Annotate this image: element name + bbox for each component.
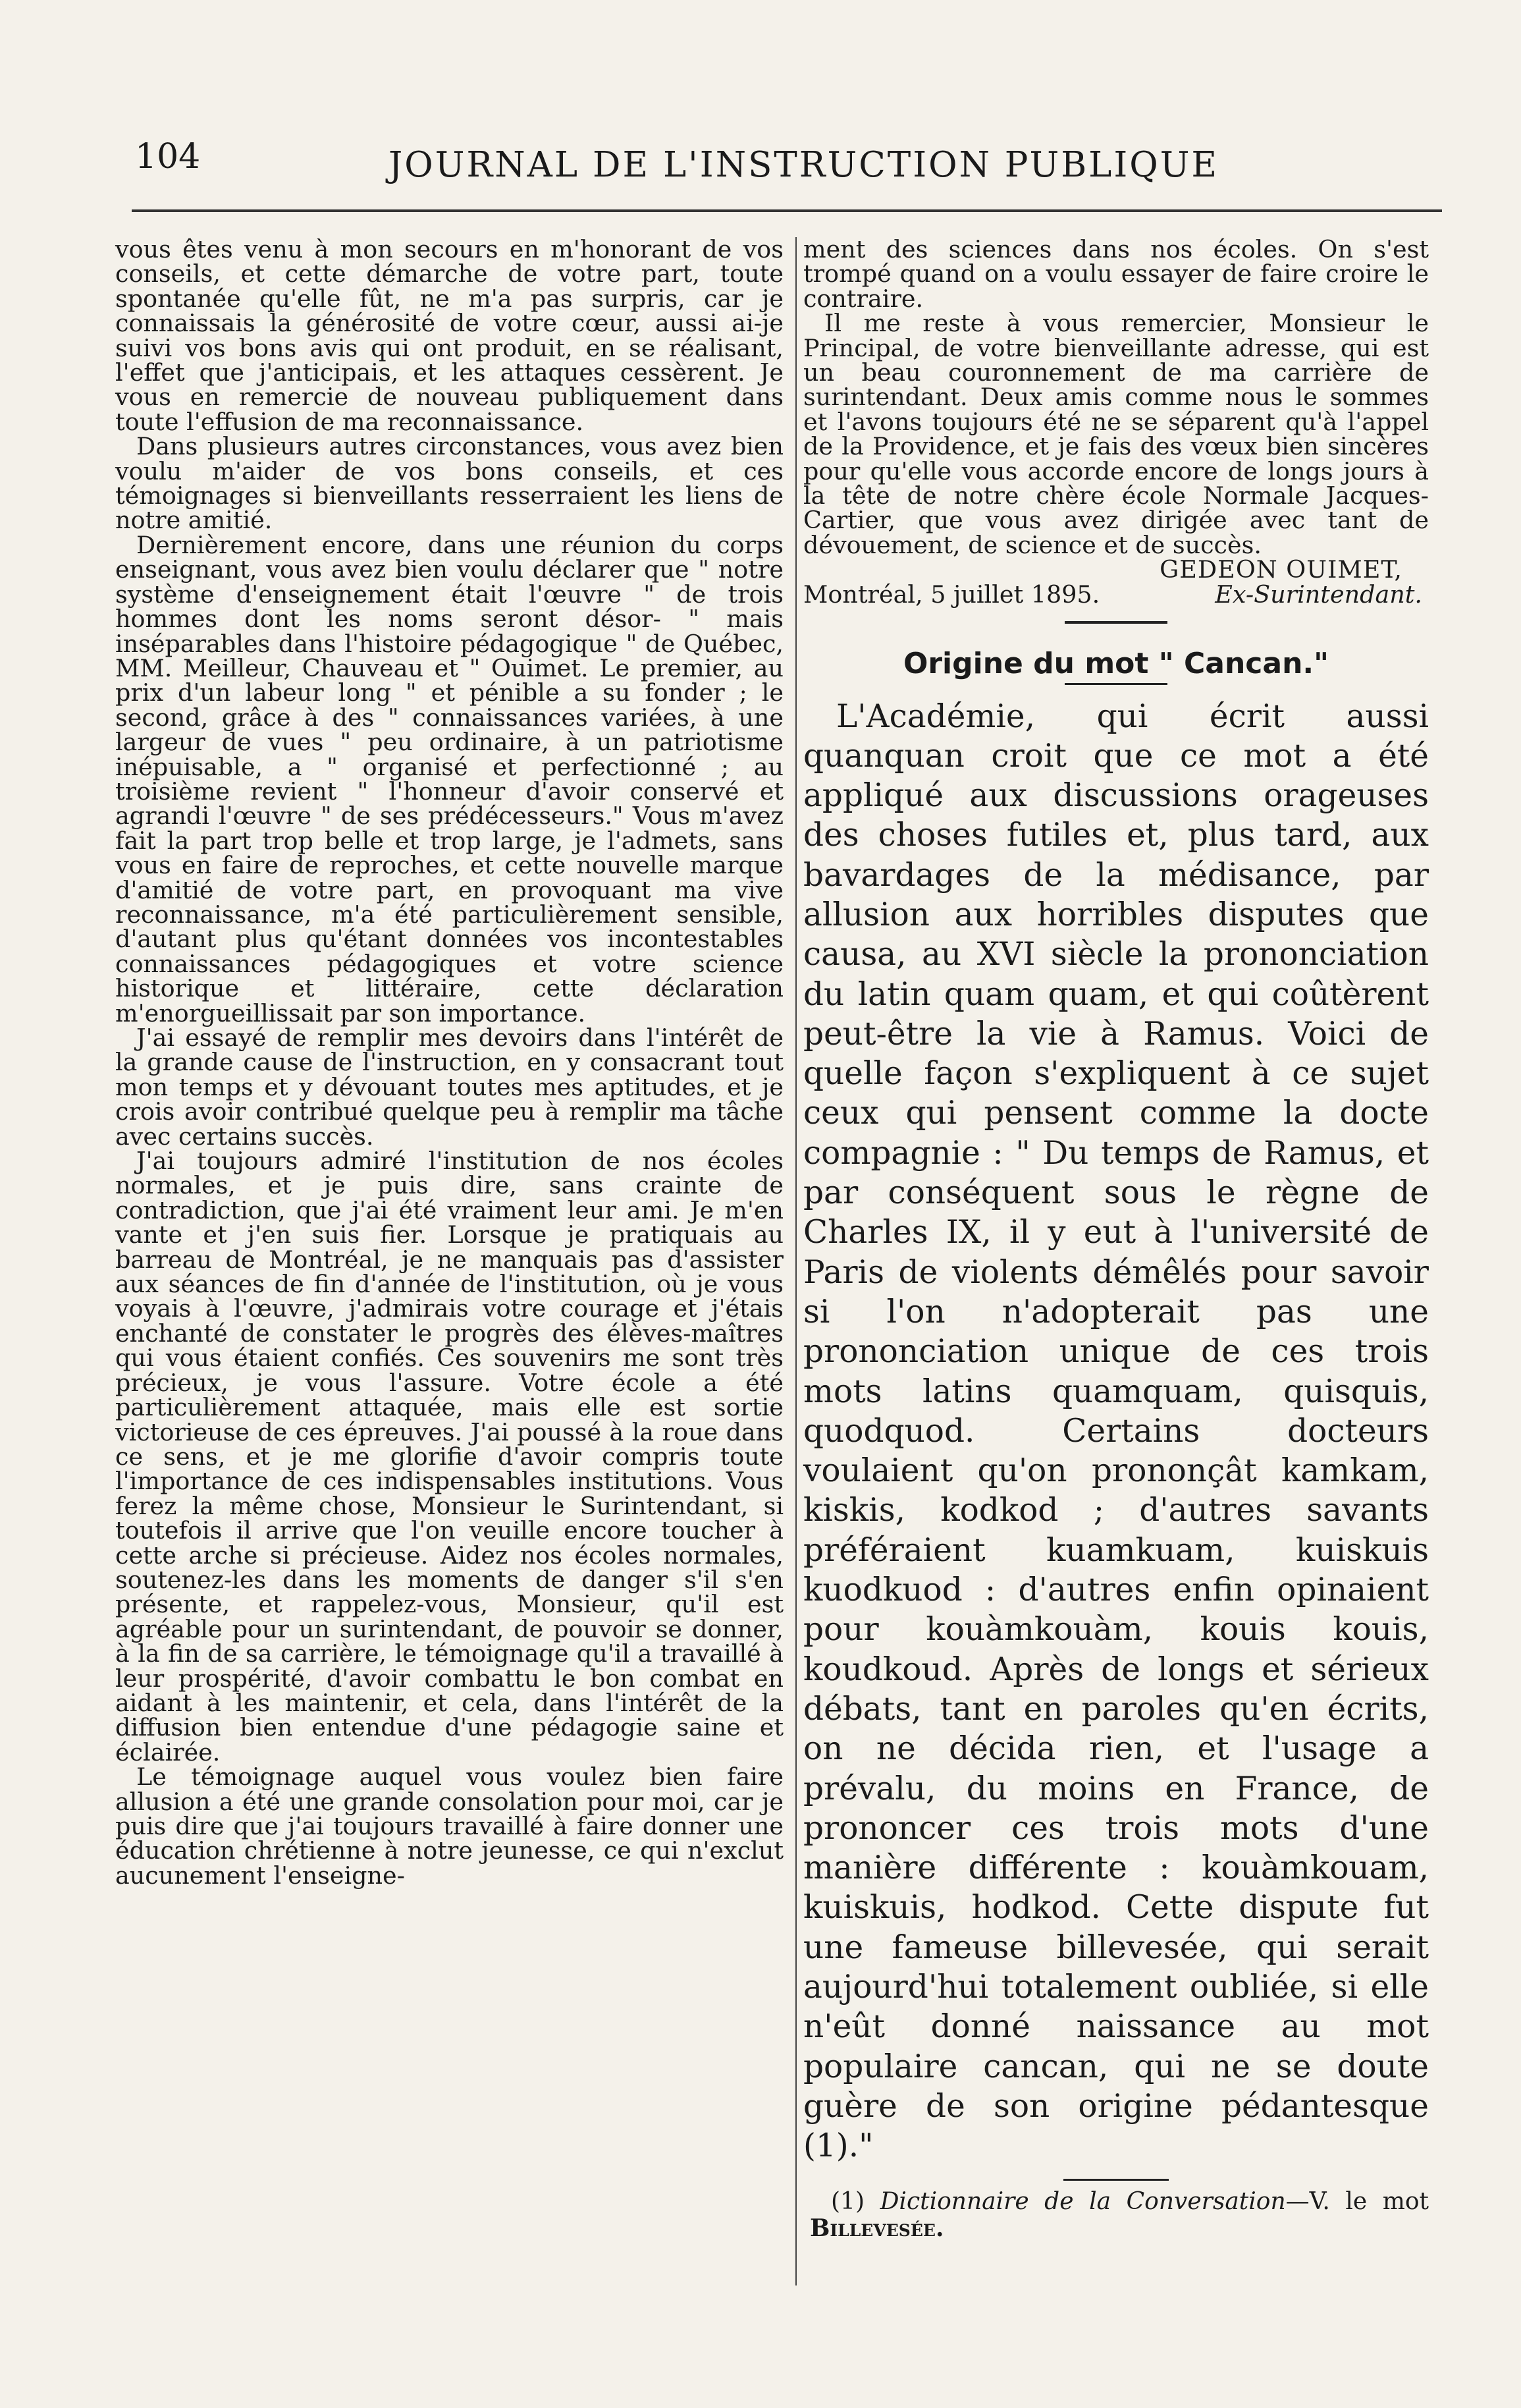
footnote-word: Billevesée. (810, 2214, 944, 2243)
footnote-source: Dictionnaire de la Conversation (880, 2188, 1286, 2216)
article-body (803, 697, 1429, 2166)
left-column (115, 237, 784, 1888)
paragraph: J'ai toujours admiré l'institution de nos écoles normales, et je puis dire, sans crainte de contradiction, que j'ai été vraiment leur ami. Je m'en vante et j'en suis fier. Lorsque je pratiquais au barreau de Montréal, je ne manquais pas d'assister aux séances de fin d'année de l'institution, où je vous voyais à l'œuvre, j'admirais votre courage et j'étais enchanté de constater le progrès des élèves-maîtres qui vous étaient confiés. Ces souvenirs me sont très précieux, je vous l'assure. Votre école a été particulièrement attaquée, mais elle est sortie victorieuse de ces épreuves. J'ai poussé à la roue dans ce sens, et je me glorifie d'avoir compris toute l'importance de ces indispensables institutions. Vous ferez la même chose, Monsieur le Surintendant, si toutefois il arrive que l'on veuille encore toucher à cette arche si précieuse. Aidez nos écoles normales, soutenez-les dans les moments de danger s'il s'en présente, et rappelez-vous, Monsieur, qu'il est agréable pour un surintendant, de pouvoir se donner, à la fin de sa carrière, le témoignage qu'il a travaillé à leur prospérité, d'avoir combattu le bon combat en aidant à les maintenir, et cela, dans l'intérêt de la diffusion bien entendue d'une pédagogie saine et éclairée. (115, 1147, 784, 1766)
page-header (132, 132, 1442, 204)
article-title: Origine du mot " Cancan." (903, 647, 1329, 681)
page-number: 104 (135, 137, 201, 177)
article-paragraph: L'Académie, qui écrit aussi quanquan croit que ce mot a été appliqué aux discussions orageuses des choses futiles et, plus tard, aux bavardages de la médisance, par allusion aux horribles disputes que causa, au XVI siècle la prononciation du latin quam quam, et qui coûtèrent peut-être la vie à Ramus. Voici de quelle façon s'expliquent à ce sujet ceux qui pensent comme la docte compagnie : " Du temps de Ramus, et par conséquent sous le règne de Charles IX, il y eut à l'université de Paris de violents démêlés pour savoir si l'on n'adopterait pas une prononciation unique de ces trois mots latins quamquam, quisquis, quodquod. Certains docteurs voulaient qu'on prononçât kamkam, kiskis, kodkod ; d'autres savants préféraient kuamkuam, kuiskuis kuodkuod : d'autres enfin opinaient pour kouàmkouàm, kouis kouis, koudkoud. Après de longs et sérieux débats, tant en paroles qu'en écrits, on ne décida rien, et l'usage a prévalu, du moins en France, de prononcer ces trois mots d'une manière différente : kouàmkouam, kuiskuis, hodkod. Cette dispute fut une fameuse billevesée, qui serait aujourd'hui totalement oubliée, si elle n'eût donné naissance au mot populaire cancan, qui ne se doute guère de son origine pédantesque (1)." (803, 698, 1429, 2165)
footnote-prefix: (1) (831, 2188, 880, 2216)
paragraph: Dernièrement encore, dans une réunion du corps enseignant, vous avez bien voulu déclarer que " notre système d'enseignement était l'œuvre " de trois hommes dont les noms seront désor- " mais inséparables dans l'histoire pédagogique " de Québec, MM. Meilleur, Chauveau et " Ouimet. Le premier, au prix d'un labeur long " et pénible a su fonder ; le second, grâce à des " connaissances variées, à une largeur de vues " peu ordinaire, à un patriotisme inépuisable, a " organisé et perfectionné ; au troisième revient " l'honneur d'avoir conservé et agrandi l'œuvre " de ses prédécesseurs." Vous m'avez fait la part trop belle et trop large, je l'admets, sans vous en faire de reproches, et cette nouvelle marque d'amitié de votre part, en provoquant ma vive reconnaissance, m'a été particulièrement sensible, d'autant plus qu'étant données vos incontestables connaissances pédagogiques et votre science historique et littéraire, cette déclaration m'enorgueillissait par son importance. (115, 530, 784, 1027)
footnote-mid: —V. le mot (1285, 2188, 1429, 2216)
journal-title: JOURNAL DE L'INSTRUCTION PUBLIQUE (388, 145, 1219, 185)
signature: GEDEON OUIMET, (1160, 555, 1402, 584)
dateline (803, 582, 1429, 607)
paragraph: J'ai essayé de remplir mes devoirs dans l'intérêt de la grande cause de l'instruction, en y consacrant tout mon temps et y dévouant toutes mes aptitudes, et je crois avoir contribué quelque peu à remplir ma tâche avec certains succès. (115, 1024, 784, 1151)
paragraph: Il me reste à vous remercier, Monsieur le Principal, de votre bienveillante adresse, qui est un beau couronnement de ma carrière de surintendant. Deux amis comme nous le sommes et l'avons toujours été ne se séparent qu'à l'appel de la Providence, et je fais des vœux bien sincères pour qu'elle vous accorde encore de longs jours à la tête de notre chère école Normale Jacques-Cartier, que vous avez dirigée avec tant de dévouement, de science et de succès. (803, 309, 1429, 559)
title-rule (1065, 683, 1167, 685)
paragraph: Dans plusieurs autres circonstances, vous avez bien voulu m'aider de vos bons conseils, et ces témoignages si bienveillants resserraient les liens de notre amitié. (115, 432, 784, 535)
section-separator (1065, 621, 1167, 624)
signature-title: Ex-Surintendant. (1215, 580, 1422, 609)
right-column (803, 237, 1429, 2242)
dateline-place-date: Montréal, 5 juillet 1895. (803, 580, 1100, 609)
paragraph: Le témoignage auquel vous voulez bien faire allusion a été une grande consolation pour moi, car je puis dire que j'ai toujours travaillé à faire donner une éducation chrétienne à notre jeunesse, ce qui n'exclut aucunement l'enseigne- (115, 1763, 784, 1890)
footnote (803, 2189, 1429, 2242)
header-rule (132, 209, 1442, 212)
column-divider (795, 237, 797, 2285)
paragraph: vous êtes venu à mon secours en m'honorant de vos conseils, et cette démarche de votre part, toute spontanée qu'elle fût, ne m'a pas surpris, car je connaissais la générosité de votre cœur, aussi ai-je suivi vos bons avis qui ont produit, en se réalisant, l'effet que j'anticipais, et les attaques cessèrent. Je vous en remercie de nouveau publiquement dans toute l'effusion de ma reconnaissance. (115, 235, 784, 436)
paragraph: ment des sciences dans nos écoles. On s'est trompé quand on a voulu essayer de faire croire le contraire. (803, 235, 1429, 313)
footnote-rule (1063, 2179, 1169, 2181)
